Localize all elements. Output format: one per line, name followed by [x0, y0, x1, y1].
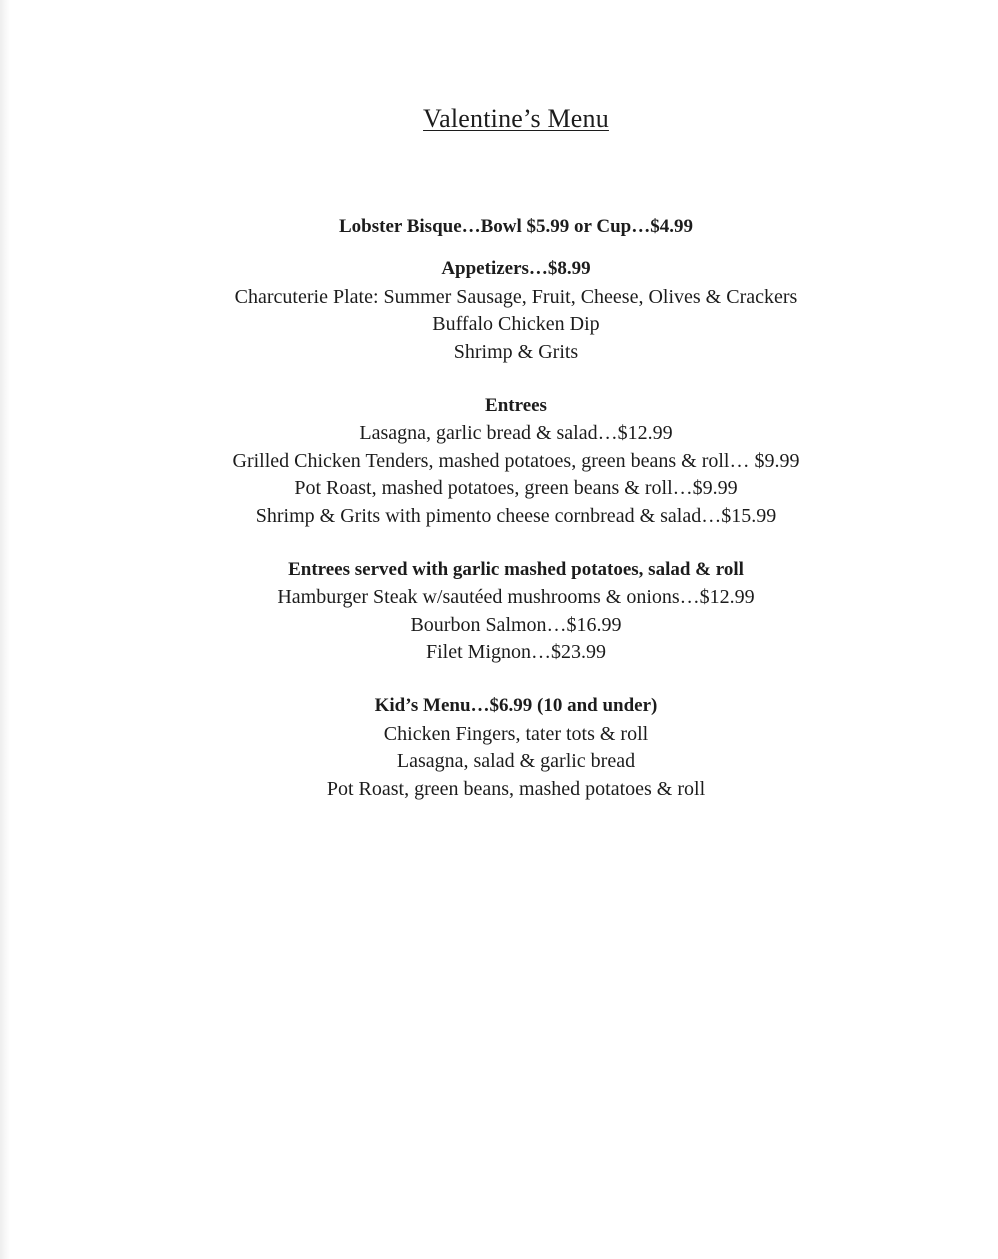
entree-item: Grilled Chicken Tenders, mashed potatoes, green beans & roll… $9.99: [232, 450, 800, 472]
kids-menu-item: Lasagna, salad & garlic bread: [396, 750, 636, 772]
kids-menu-item: Pot Roast, green beans, mashed potatoes & roll: [326, 778, 706, 800]
appetizers-heading: Appetizers…$8.99: [441, 258, 591, 279]
appetizer-item: Charcuterie Plate: Summer Sausage, Fruit, Cheese, Olives & Crackers: [234, 286, 798, 308]
entree-item: Pot Roast, mashed potatoes, green beans & roll…$9.99: [294, 477, 738, 499]
appetizer-item: Shrimp & Grits: [453, 341, 579, 363]
entree-served-item: Bourbon Salmon…$16.99: [410, 614, 622, 636]
entrees-served-heading: Entrees served with garlic mashed potatoes, salad & roll: [288, 559, 744, 580]
appetizer-item: Buffalo Chicken Dip: [432, 313, 600, 335]
menu-title: Valentine’s Menu: [423, 104, 609, 133]
kids-menu-item: Chicken Fingers, tater tots & roll: [383, 723, 649, 745]
entree-served-item: Hamburger Steak w/sautéed mushrooms & onions…$12.99: [277, 586, 755, 608]
entree-served-item: Filet Mignon…$23.99: [425, 641, 606, 663]
kids-menu-heading: Kid’s Menu…$6.99 (10 and under): [374, 695, 658, 716]
entree-item: Shrimp & Grits with pimento cheese cornbread & salad…$15.99: [255, 505, 777, 527]
soup-heading: Lobster Bisque…Bowl $5.99 or Cup…$4.99: [338, 216, 693, 237]
entrees-heading: Entrees: [485, 395, 547, 416]
entree-item: Lasagna, garlic bread & salad…$12.99: [359, 422, 673, 444]
